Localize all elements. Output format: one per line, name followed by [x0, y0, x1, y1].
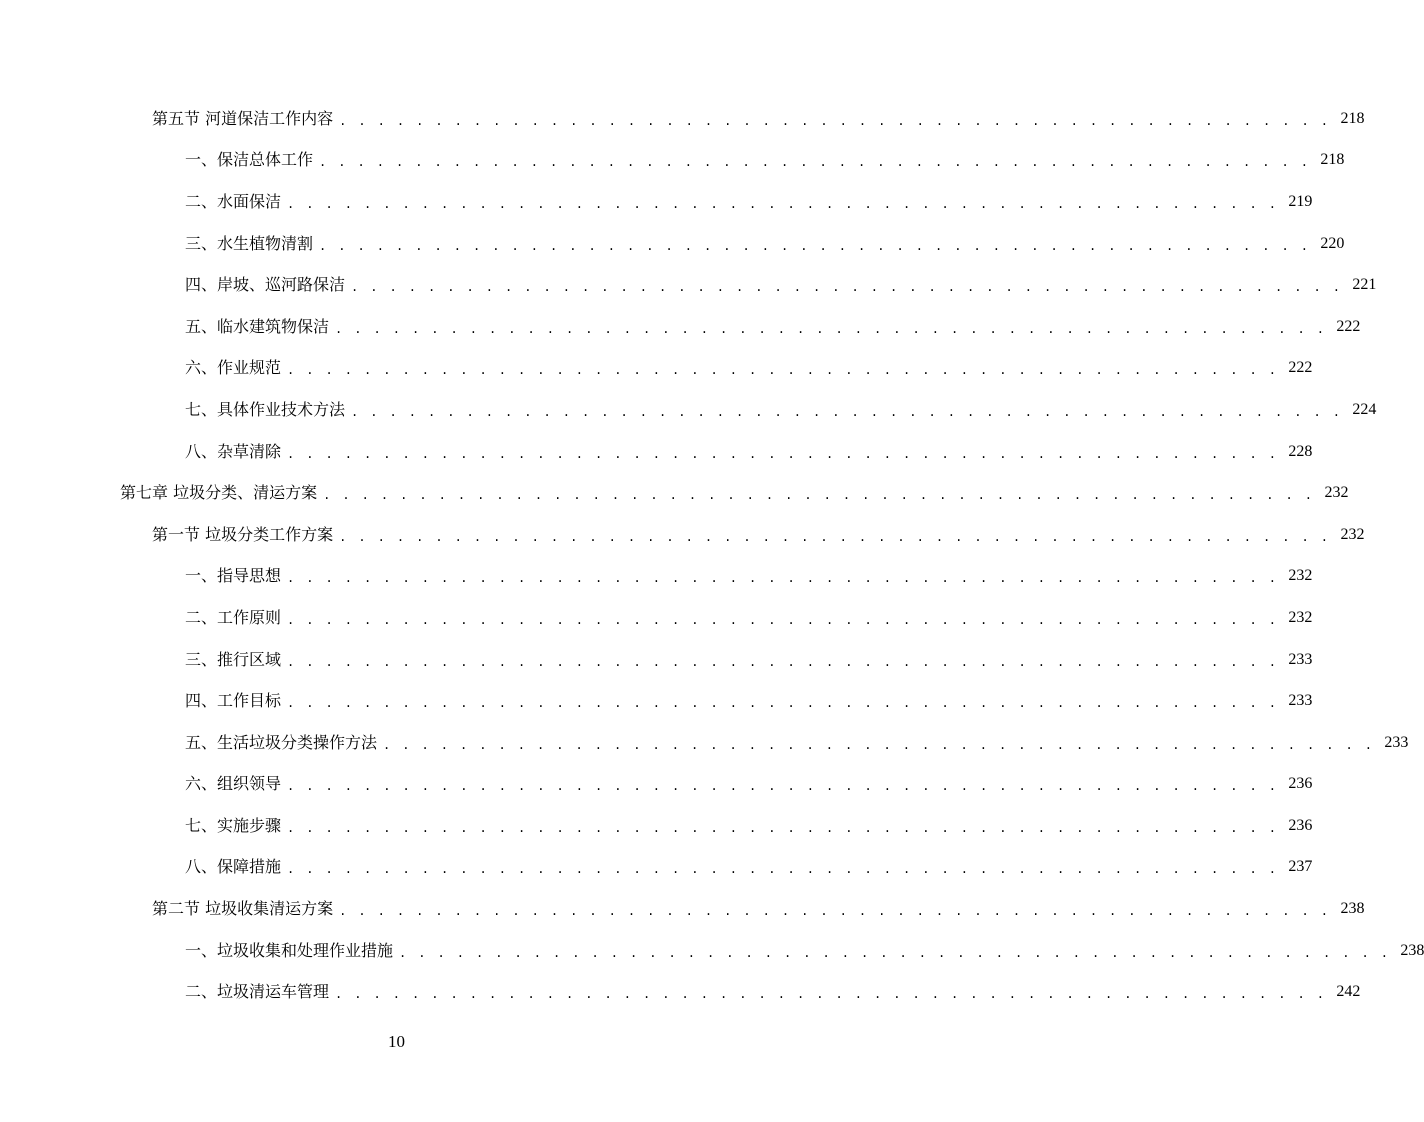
page-number: 10 [388, 1032, 405, 1051]
toc-entry-label: 第七章 垃圾分类、清运方案 [120, 483, 318, 503]
toc-entry-label: 一、保洁总体工作 [185, 150, 314, 170]
toc-entry-label: 六、组织领导 [185, 774, 282, 794]
toc-dot-leader: . . . . . . . . . . . . . . . . . . . . . . . . . . . . . . . . . . . . . . . . . . . . . . . . . . . . [339, 529, 1331, 544]
toc-entry-label: 七、具体作业技术方法 [185, 399, 346, 419]
toc-dot-leader: . . . . . . . . . . . . . . . . . . . . . . . . . . . . . . . . . . . . . . . . . . . . . . . . . . . . [339, 904, 1331, 919]
toc-entry-label: 第二节 垃圾收集清运方案 [152, 899, 334, 919]
toc-entry[interactable] [0, 306, 1361, 348]
toc-entry-page: 232 [1288, 608, 1313, 626]
toc-entry-label: 七、实施步骤 [185, 815, 282, 835]
toc-entry-page: 233 [1288, 692, 1313, 710]
toc-entry[interactable] [0, 348, 1313, 390]
toc-entry-label: 六、作业规范 [185, 358, 282, 378]
toc-entry-page: 232 [1324, 484, 1349, 502]
toc-entry[interactable] [0, 472, 1349, 514]
toc-entry-label: 一、垃圾收集和处理作业措施 [185, 940, 394, 960]
toc-entry[interactable] [0, 597, 1313, 639]
toc-entry[interactable] [0, 98, 1365, 140]
toc-dot-leader: . . . . . . . . . . . . . . . . . . . . . . . . . . . . . . . . . . . . . . . . . . . . . . . . . . . . [287, 446, 1279, 461]
toc-dot-leader: . . . . . . . . . . . . . . . . . . . . . . . . . . . . . . . . . . . . . . . . . . . . . . . . . . . . [287, 779, 1279, 794]
toc-entry-label: 四、工作目标 [185, 691, 282, 711]
toc-entry[interactable] [0, 847, 1313, 889]
toc-dot-leader: . . . . . . . . . . . . . . . . . . . . . . . . . . . . . . . . . . . . . . . . . . . . . . . . . . . . [287, 196, 1279, 211]
toc-entry[interactable] [0, 223, 1345, 265]
toc-entry-label: 五、生活垃圾分类操作方法 [185, 732, 378, 752]
toc-dot-leader: . . . . . . . . . . . . . . . . . . . . . . . . . . . . . . . . . . . . . . . . . . . . . . . . . . . . [399, 945, 1391, 960]
toc-entry-label: 二、水面保洁 [185, 191, 282, 211]
toc-entry-page: 233 [1384, 733, 1409, 751]
toc-entry[interactable] [0, 514, 1365, 556]
toc-entry-label: 二、工作原则 [185, 607, 282, 627]
toc-dot-leader: . . . . . . . . . . . . . . . . . . . . . . . . . . . . . . . . . . . . . . . . . . . . . . . . . . . . [351, 280, 1343, 295]
toc-entry-page: 242 [1336, 983, 1361, 1001]
table-of-contents [0, 98, 1424, 1013]
toc-entry[interactable] [0, 140, 1345, 182]
toc-dot-leader: . . . . . . . . . . . . . . . . . . . . . . . . . . . . . . . . . . . . . . . . . . . . . . . . . . . . [287, 612, 1279, 627]
toc-dot-leader: . . . . . . . . . . . . . . . . . . . . . . . . . . . . . . . . . . . . . . . . . . . . . . . . . . . . [319, 238, 1311, 253]
toc-entry-page: 224 [1352, 400, 1377, 418]
toc-dot-leader: . . . . . . . . . . . . . . . . . . . . . . . . . . . . . . . . . . . . . . . . . . . . . . . . . . . . [351, 404, 1343, 419]
toc-dot-leader: . . . . . . . . . . . . . . . . . . . . . . . . . . . . . . . . . . . . . . . . . . . . . . . . . . . . [287, 571, 1279, 586]
toc-entry-page: 222 [1336, 317, 1361, 335]
toc-entry[interactable] [0, 805, 1313, 847]
toc-dot-leader: . . . . . . . . . . . . . . . . . . . . . . . . . . . . . . . . . . . . . . . . . . . . . . . . . . . . [287, 862, 1279, 877]
toc-dot-leader: . . . . . . . . . . . . . . . . . . . . . . . . . . . . . . . . . . . . . . . . . . . . . . . . . . . . [287, 820, 1279, 835]
toc-entry-page: 219 [1288, 192, 1313, 210]
toc-entry-page: 236 [1288, 775, 1313, 793]
toc-entry-page: 221 [1352, 276, 1377, 294]
toc-entry-label: 三、推行区域 [185, 649, 282, 669]
toc-entry-page: 232 [1340, 525, 1365, 543]
toc-dot-leader: . . . . . . . . . . . . . . . . . . . . . . . . . . . . . . . . . . . . . . . . . . . . . . . . . . . . [287, 654, 1279, 669]
toc-entry-page: 236 [1288, 816, 1313, 834]
toc-entry-label: 第五节 河道保洁工作内容 [152, 108, 334, 128]
toc-entry-label: 八、杂草清除 [185, 441, 282, 461]
toc-dot-leader: . . . . . . . . . . . . . . . . . . . . . . . . . . . . . . . . . . . . . . . . . . . . . . . . . . . . [383, 737, 1375, 752]
toc-entry-label: 第一节 垃圾分类工作方案 [152, 524, 334, 544]
toc-entry-label: 二、垃圾清运车管理 [185, 982, 330, 1002]
toc-entry-label: 八、保障措施 [185, 857, 282, 877]
toc-entry-label: 四、岸坡、巡河路保洁 [185, 275, 346, 295]
toc-entry[interactable] [0, 264, 1377, 306]
toc-entry-label: 五、临水建筑物保洁 [185, 316, 330, 336]
toc-entry-page: 233 [1288, 650, 1313, 668]
toc-dot-leader: . . . . . . . . . . . . . . . . . . . . . . . . . . . . . . . . . . . . . . . . . . . . . . . . . . . . [339, 113, 1331, 128]
toc-entry[interactable] [0, 722, 1409, 764]
toc-entry-page: 218 [1320, 151, 1345, 169]
toc-entry-page: 228 [1288, 442, 1313, 460]
toc-dot-leader: . . . . . . . . . . . . . . . . . . . . . . . . . . . . . . . . . . . . . . . . . . . . . . . . . . . . [319, 155, 1311, 170]
toc-dot-leader: . . . . . . . . . . . . . . . . . . . . . . . . . . . . . . . . . . . . . . . . . . . . . . . . . . . . [323, 488, 1315, 503]
toc-entry[interactable] [0, 680, 1313, 722]
toc-dot-leader: . . . . . . . . . . . . . . . . . . . . . . . . . . . . . . . . . . . . . . . . . . . . . . . . . . . . [335, 987, 1327, 1002]
toc-entry-page: 232 [1288, 567, 1313, 585]
toc-entry-page: 222 [1288, 359, 1313, 377]
toc-entry[interactable] [0, 556, 1313, 598]
toc-entry-page: 218 [1340, 109, 1365, 127]
toc-entry[interactable] [0, 389, 1377, 431]
toc-entry-label: 一、指导思想 [185, 566, 282, 586]
toc-entry-label: 三、水生植物清割 [185, 233, 314, 253]
toc-entry[interactable] [0, 888, 1365, 930]
toc-entry-page: 238 [1400, 941, 1424, 959]
toc-entry[interactable] [0, 639, 1313, 681]
toc-entry[interactable] [0, 431, 1313, 473]
toc-entry[interactable] [0, 971, 1361, 1013]
toc-entry-page: 220 [1320, 234, 1345, 252]
toc-entry[interactable] [0, 930, 1424, 972]
toc-entry-page: 238 [1340, 900, 1365, 918]
toc-dot-leader: . . . . . . . . . . . . . . . . . . . . . . . . . . . . . . . . . . . . . . . . . . . . . . . . . . . . [287, 696, 1279, 711]
toc-entry[interactable] [0, 181, 1313, 223]
toc-dot-leader: . . . . . . . . . . . . . . . . . . . . . . . . . . . . . . . . . . . . . . . . . . . . . . . . . . . . [287, 363, 1279, 378]
toc-entry-page: 237 [1288, 858, 1313, 876]
toc-dot-leader: . . . . . . . . . . . . . . . . . . . . . . . . . . . . . . . . . . . . . . . . . . . . . . . . . . . . [335, 321, 1327, 336]
toc-entry[interactable] [0, 764, 1313, 806]
